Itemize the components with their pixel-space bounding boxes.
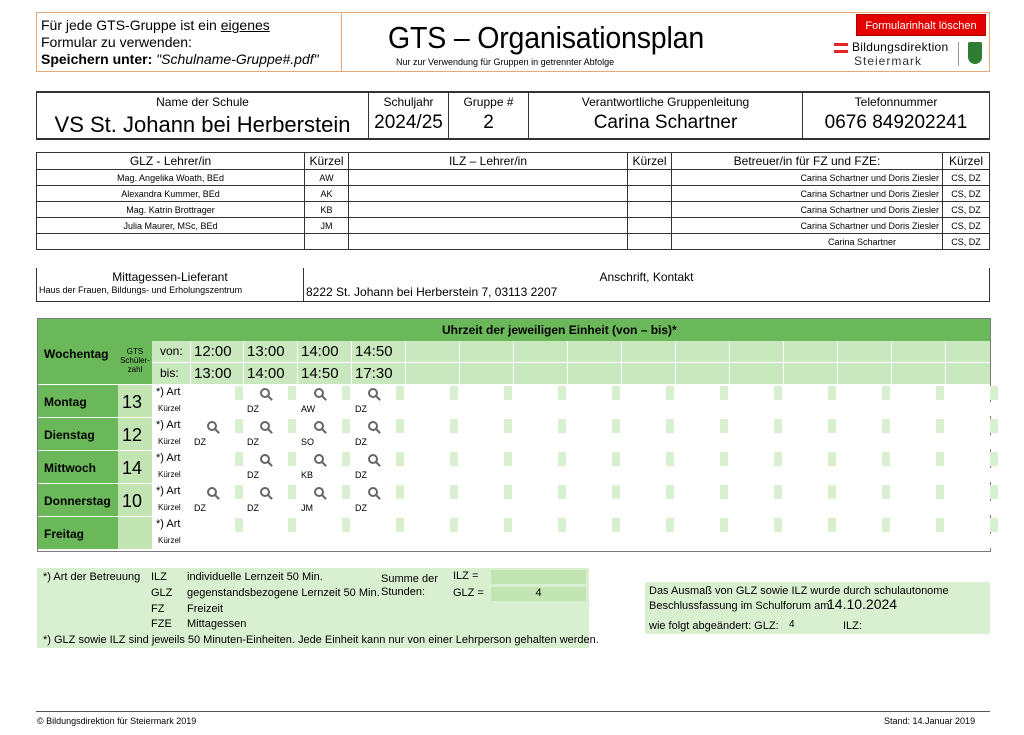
art-label: *) Art: [156, 452, 181, 464]
lunch-supplier-field[interactable]: Haus der Frauen, Bildungs- und Erholungszentrum: [39, 285, 243, 295]
kuerzel-value[interactable]: DZ: [194, 437, 206, 447]
kuerzel-cell[interactable]: [838, 501, 890, 515]
school-name-cell[interactable]: Name der Schule VS St. Johann bei Herberstein: [37, 92, 369, 139]
art-dropdown[interactable]: [396, 419, 404, 433]
kuerzel-cell[interactable]: [622, 501, 674, 515]
kuerzel-cell[interactable]: [191, 468, 243, 482]
kuerzel-cell[interactable]: [838, 435, 890, 449]
kuerzel-cell[interactable]: [676, 468, 728, 482]
art-dropdown[interactable]: [558, 518, 566, 532]
art-dropdown[interactable]: [828, 452, 836, 466]
kuerzel-label: Kürzel: [158, 437, 181, 446]
select-indicator-icon: [260, 388, 270, 398]
student-count[interactable]: 12: [122, 425, 143, 445]
kuerzel-cell[interactable]: [514, 435, 566, 449]
art-dropdown[interactable]: [720, 518, 728, 532]
kuerzel-label: Kürzel: [158, 470, 181, 479]
kuerzel-cell[interactable]: [460, 501, 512, 515]
art-dropdown[interactable]: [990, 419, 998, 433]
art-dropdown[interactable]: [990, 485, 998, 499]
art-dropdown[interactable]: [828, 518, 836, 532]
kuerzel-value[interactable]: AW: [301, 404, 316, 414]
art-dropdown[interactable]: [882, 485, 890, 499]
student-count[interactable]: 10: [122, 491, 143, 511]
group-lead-cell[interactable]: Verantwortliche Gruppenleitung Carina Schartner: [529, 92, 803, 139]
select-indicator-icon: [207, 421, 217, 431]
art-dropdown[interactable]: [235, 518, 243, 532]
weekday-mittwoch: Mittwoch: [44, 461, 96, 475]
kuerzel-label: Kürzel: [158, 536, 181, 545]
art-dropdown[interactable]: [720, 386, 728, 400]
art-dropdown[interactable]: [342, 386, 350, 400]
art-dropdown[interactable]: [612, 452, 620, 466]
to-time[interactable]: 17:30: [355, 365, 393, 382]
kuerzel-cell[interactable]: [244, 534, 296, 548]
kuerzel-cell[interactable]: [622, 435, 674, 449]
art-dropdown[interactable]: [882, 419, 890, 433]
kuerzel-cell[interactable]: [676, 402, 728, 416]
from-time[interactable]: 12:00: [194, 343, 232, 360]
art-dropdown[interactable]: [504, 419, 512, 433]
kuerzel-value[interactable]: DZ: [355, 404, 367, 414]
kuerzel-label: Kürzel: [158, 503, 181, 512]
art-dropdown[interactable]: [666, 485, 674, 499]
art-dropdown[interactable]: [612, 386, 620, 400]
kuerzel-cell[interactable]: [946, 468, 998, 482]
staff-row: Mag. Katrin Brottrager KB Carina Schartner und Doris Ziesler CS, DZ: [37, 202, 990, 218]
staff-table: GLZ - Lehrer/in Kürzel ILZ – Lehrer/in Kürzel Betreuer/in für FZ und FZE: Kürzel Mag. Angelika Woath, BEd AW Carina Schartner und Doris Ziesler CS, DZ Alexandra Kummer, BEd AK Carina Schartner und Doris Ziesler CS, DZ Mag. Katrin Brottrager KB Carina Schartner und Doris Ziesler CS, DZ Julia Maurer, MSc, BEd JM Carina Schartner und Doris Ziesler CS, DZ Carina Schartner CS, DZ: [36, 152, 990, 250]
to-time[interactable]: 14:00: [247, 365, 285, 382]
to-label: bis:: [160, 366, 179, 380]
art-dropdown[interactable]: [720, 419, 728, 433]
resolution-box: Das Ausmaß von GLZ sowie ILZ wurde durch schulautonome Beschlussfassung im Schulforum am: 14.10.2024 wie folgt abgeändert: GLZ: 4 ILZ:: [645, 582, 990, 634]
art-dropdown[interactable]: [936, 485, 944, 499]
group-number-cell[interactable]: Gruppe # 2: [449, 92, 529, 139]
kuerzel-cell[interactable]: [946, 501, 998, 515]
kuerzel-value[interactable]: DZ: [355, 470, 367, 480]
kuerzel-value[interactable]: KB: [301, 470, 314, 480]
kuerzel-cell[interactable]: [838, 468, 890, 482]
kuerzel-cell[interactable]: [784, 534, 836, 548]
art-dropdown[interactable]: [828, 386, 836, 400]
kuerzel-cell[interactable]: [298, 534, 350, 548]
ilz-sum-field[interactable]: [491, 570, 586, 584]
kuerzel-cell[interactable]: [622, 468, 674, 482]
to-time[interactable]: 13:00: [194, 365, 232, 382]
art-dropdown[interactable]: [774, 485, 782, 499]
kuerzel-cell[interactable]: [460, 402, 512, 416]
address-field[interactable]: 8222 St. Johann bei Herberstein 7, 03113 2207: [306, 285, 558, 299]
kuerzel-cell[interactable]: [946, 534, 998, 548]
art-dropdown[interactable]: [612, 419, 620, 433]
kuerzel-cell[interactable]: [514, 402, 566, 416]
art-label: *) Art: [156, 485, 181, 497]
art-label: *) Art: [156, 419, 181, 431]
schedule-grid: [37, 318, 991, 552]
kuerzel-cell[interactable]: [676, 435, 728, 449]
select-indicator-icon: [314, 487, 324, 497]
art-dropdown[interactable]: [774, 518, 782, 532]
art-dropdown[interactable]: [720, 452, 728, 466]
art-dropdown[interactable]: [342, 485, 350, 499]
kuerzel-cell[interactable]: [892, 501, 944, 515]
art-dropdown[interactable]: [936, 386, 944, 400]
kuerzel-cell[interactable]: [730, 534, 782, 548]
from-label: von:: [160, 344, 183, 358]
art-dropdown[interactable]: [235, 386, 243, 400]
art-dropdown[interactable]: [450, 485, 458, 499]
select-indicator-icon: [368, 388, 378, 398]
art-dropdown[interactable]: [235, 419, 243, 433]
weekday-header: Wochentag: [44, 347, 109, 361]
austria-flag-icon: [834, 43, 848, 53]
select-indicator-icon: [260, 454, 270, 464]
kuerzel-cell[interactable]: [406, 501, 458, 515]
kuerzel-value[interactable]: DZ: [247, 404, 259, 414]
art-dropdown[interactable]: [235, 452, 243, 466]
art-dropdown[interactable]: [396, 386, 404, 400]
art-dropdown[interactable]: [828, 419, 836, 433]
kuerzel-value[interactable]: DZ: [355, 437, 367, 447]
select-indicator-icon: [314, 454, 324, 464]
art-dropdown[interactable]: [558, 485, 566, 499]
art-dropdown[interactable]: [288, 419, 296, 433]
art-dropdown[interactable]: [504, 518, 512, 532]
kuerzel-cell[interactable]: [568, 468, 620, 482]
glz-sum-field[interactable]: 4: [491, 587, 586, 601]
art-dropdown[interactable]: [774, 452, 782, 466]
art-dropdown[interactable]: [342, 452, 350, 466]
from-time[interactable]: 14:00: [301, 343, 339, 360]
art-dropdown[interactable]: [288, 518, 296, 532]
kuerzel-cell[interactable]: [892, 402, 944, 416]
art-dropdown[interactable]: [936, 518, 944, 532]
kuerzel-value[interactable]: SO: [301, 437, 315, 447]
select-indicator-icon: [260, 487, 270, 497]
kuerzel-cell[interactable]: [730, 435, 782, 449]
kuerzel-cell[interactable]: [730, 468, 782, 482]
kuerzel-cell[interactable]: [406, 468, 458, 482]
phone-cell[interactable]: Telefonnummer 0676 849202241: [803, 92, 990, 139]
page-title: GTS – Organisationsplan: [388, 20, 705, 55]
art-dropdown[interactable]: [990, 518, 998, 532]
to-time[interactable]: 14:50: [301, 365, 339, 382]
art-dropdown[interactable]: [774, 419, 782, 433]
art-dropdown[interactable]: [396, 518, 404, 532]
kuerzel-value[interactable]: DZ: [355, 503, 367, 513]
kuerzel-cell[interactable]: [352, 534, 404, 548]
weekday-donnerstag: Donnerstag: [44, 494, 111, 508]
art-dropdown[interactable]: [666, 419, 674, 433]
gts-count-header: GTS Schüler-zahl: [120, 347, 150, 374]
art-dropdown[interactable]: [774, 386, 782, 400]
resolution-date-field[interactable]: 14.10.2024: [827, 596, 898, 612]
art-dropdown[interactable]: [882, 518, 890, 532]
kuerzel-cell[interactable]: [784, 468, 836, 482]
clear-form-button[interactable]: Formularinhalt löschen: [856, 14, 986, 36]
legend-box: *) Art der Betreuung ILZ individuelle Lernzeit 50 Min. GLZ gegenstandsbezogene Lernzeit 50 Min. FZ Freizeit FZE Mittagessen Summe der Stunden: ILZ = GLZ = 4 *) GLZ sowie ILZ sind jeweils 50 Minuten-Einheiten. Jede Einheit kann nur von einer Lehrperson gehalten werden.: [37, 568, 589, 648]
art-dropdown[interactable]: [288, 485, 296, 499]
instruction-note: Für jede GTS-Gruppe ist ein eigenes Formular zu verwenden: Speichern unter: "Schulname-Gruppe#.pdf": [36, 12, 342, 72]
kuerzel-cell[interactable]: [892, 534, 944, 548]
select-indicator-icon: [314, 388, 324, 398]
kuerzel-cell[interactable]: [622, 534, 674, 548]
art-dropdown[interactable]: [990, 452, 998, 466]
kuerzel-cell[interactable]: [406, 402, 458, 416]
art-dropdown[interactable]: [450, 452, 458, 466]
kuerzel-cell[interactable]: [838, 534, 890, 548]
select-indicator-icon: [207, 487, 217, 497]
kuerzel-cell[interactable]: [514, 501, 566, 515]
kuerzel-cell[interactable]: [568, 501, 620, 515]
school-info-table: [36, 91, 990, 140]
kuerzel-cell[interactable]: [622, 402, 674, 416]
art-dropdown[interactable]: [450, 386, 458, 400]
kuerzel-cell[interactable]: [460, 435, 512, 449]
kuerzel-label: Kürzel: [158, 404, 181, 413]
art-dropdown[interactable]: [450, 518, 458, 532]
art-dropdown[interactable]: [558, 452, 566, 466]
art-dropdown[interactable]: [450, 419, 458, 433]
art-dropdown[interactable]: [882, 452, 890, 466]
art-dropdown[interactable]: [342, 518, 350, 532]
styria-crest-icon: [968, 42, 982, 64]
art-dropdown[interactable]: [666, 518, 674, 532]
art-dropdown[interactable]: [288, 452, 296, 466]
lunch-supplier-table: Mittagessen-Lieferant Haus der Frauen, Bildungs- und Erholungszentrum Anschrift, Kontakt 8222 St. Johann bei Herberstein 7, 03113 2207: [36, 268, 990, 302]
staff-row: Carina Schartner CS, DZ: [37, 234, 990, 250]
kuerzel-cell[interactable]: [568, 534, 620, 548]
art-dropdown[interactable]: [396, 452, 404, 466]
kuerzel-cell[interactable]: [191, 534, 243, 548]
bildungsdirektion-logo: Bildungsdirektion Steiermark: [830, 40, 986, 70]
art-dropdown[interactable]: [720, 485, 728, 499]
art-dropdown[interactable]: [612, 518, 620, 532]
kuerzel-cell[interactable]: [676, 501, 728, 515]
select-indicator-icon: [368, 487, 378, 497]
kuerzel-value[interactable]: DZ: [247, 503, 259, 513]
staff-row: Mag. Angelika Woath, BEd AW Carina Schartner und Doris Ziesler CS, DZ: [37, 170, 990, 186]
time-header: Uhrzeit der jeweiligen Einheit (von – bis)*: [442, 323, 677, 337]
kuerzel-cell[interactable]: [838, 402, 890, 416]
kuerzel-cell[interactable]: [568, 402, 620, 416]
from-time[interactable]: 13:00: [247, 343, 285, 360]
art-dropdown[interactable]: [235, 485, 243, 499]
art-dropdown[interactable]: [558, 419, 566, 433]
kuerzel-cell[interactable]: [784, 402, 836, 416]
art-dropdown[interactable]: [342, 419, 350, 433]
art-dropdown[interactable]: [936, 452, 944, 466]
select-indicator-icon: [368, 454, 378, 464]
weekday-freitag: Freitag: [44, 527, 85, 541]
kuerzel-cell[interactable]: [784, 501, 836, 515]
kuerzel-cell[interactable]: [892, 435, 944, 449]
art-dropdown[interactable]: [990, 386, 998, 400]
kuerzel-cell[interactable]: [191, 402, 243, 416]
art-dropdown[interactable]: [504, 386, 512, 400]
art-dropdown[interactable]: [504, 452, 512, 466]
select-indicator-icon: [260, 421, 270, 431]
kuerzel-cell[interactable]: [784, 435, 836, 449]
select-indicator-icon: [314, 421, 324, 431]
kuerzel-cell[interactable]: [568, 435, 620, 449]
art-label: *) Art: [156, 386, 181, 398]
footer-copyright: © Bildungsdirektion für Steiermark 2019: [37, 716, 197, 726]
kuerzel-value[interactable]: JM: [301, 503, 313, 513]
student-count[interactable]: 14: [122, 458, 143, 478]
kuerzel-cell[interactable]: [514, 468, 566, 482]
art-dropdown[interactable]: [396, 485, 404, 499]
kuerzel-cell[interactable]: [946, 402, 998, 416]
art-dropdown[interactable]: [612, 485, 620, 499]
kuerzel-value[interactable]: DZ: [247, 437, 259, 447]
kuerzel-cell[interactable]: [460, 534, 512, 548]
kuerzel-value[interactable]: DZ: [194, 503, 206, 513]
page-subtitle: Nur zur Verwendung für Gruppen in getrennter Abfolge: [396, 57, 615, 67]
art-dropdown[interactable]: [882, 386, 890, 400]
kuerzel-cell[interactable]: [730, 402, 782, 416]
resolution-glz-field[interactable]: 4: [789, 619, 795, 630]
kuerzel-cell[interactable]: [406, 435, 458, 449]
weekday-montag: Montag: [44, 395, 87, 409]
kuerzel-cell[interactable]: [946, 435, 998, 449]
kuerzel-cell[interactable]: [406, 534, 458, 548]
kuerzel-value[interactable]: DZ: [247, 470, 259, 480]
art-dropdown[interactable]: [666, 452, 674, 466]
art-dropdown[interactable]: [558, 386, 566, 400]
kuerzel-cell[interactable]: [730, 501, 782, 515]
kuerzel-cell[interactable]: [676, 534, 728, 548]
student-count[interactable]: 13: [122, 392, 143, 412]
from-time[interactable]: 14:50: [355, 343, 393, 360]
select-indicator-icon: [368, 421, 378, 431]
staff-row: Julia Maurer, MSc, BEd JM Carina Schartner und Doris Ziesler CS, DZ: [37, 218, 990, 234]
weekday-dienstag: Dienstag: [44, 428, 95, 442]
art-dropdown[interactable]: [666, 386, 674, 400]
kuerzel-cell[interactable]: [514, 534, 566, 548]
kuerzel-cell[interactable]: [892, 468, 944, 482]
staff-row: Alexandra Kummer, BEd AK Carina Schartner und Doris Ziesler CS, DZ: [37, 186, 990, 202]
art-dropdown[interactable]: [288, 386, 296, 400]
school-year-cell[interactable]: Schuljahr 2024/25: [369, 92, 449, 139]
footer-date: Stand: 14.Januar 2019: [884, 716, 976, 726]
kuerzel-cell[interactable]: [460, 468, 512, 482]
art-dropdown[interactable]: [504, 485, 512, 499]
art-label: *) Art: [156, 518, 181, 530]
art-dropdown[interactable]: [936, 419, 944, 433]
art-dropdown[interactable]: [828, 485, 836, 499]
